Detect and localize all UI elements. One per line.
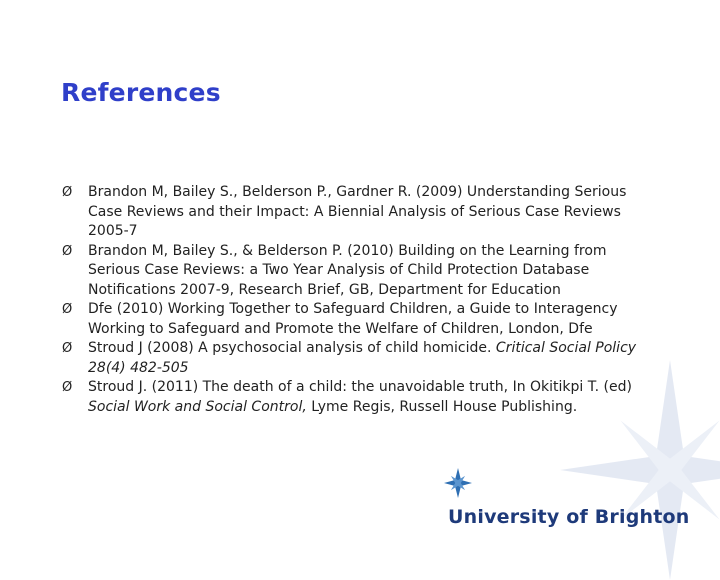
reference-text: Dfe (2010) Working Together to Safeguard Children, a Guide to Interagency Working to Safeguard and Promote the Welfare of Children, London, Dfe: [88, 301, 618, 337]
reference-item: [62, 378, 662, 417]
reference-source-italic: Critical Social Policy 28(4) 482-505: [88, 340, 637, 376]
arrow-bullet-icon: Ø: [62, 243, 73, 259]
reference-text: Brandon M, Bailey S., Belderson P., Gardner R. (2009) Understanding Serious Case Reviews and their Impact: A Biennial Analysis of Serious Case Reviews 2005-7: [88, 184, 627, 239]
arrow-bullet-icon: Ø: [62, 380, 73, 395]
university-logo-text: University of Brighton: [448, 506, 690, 528]
reference-item: [62, 242, 662, 301]
reference-publisher: Lyme Regis, Russell House Publishing.: [306, 398, 578, 415]
reference-source-italic: Social Work and Social Control,: [88, 398, 307, 415]
arrow-bullet-icon: Ø: [62, 185, 73, 200]
reference-text: Stroud J (2008) A psychosocial analysis of child homicide.: [88, 340, 496, 356]
reference-item: [62, 183, 662, 242]
reference-item: [62, 339, 662, 378]
reference-text: Stroud J. (2011) The death of a child: the unavoidable truth, In Okitikpi T. (ed): [88, 379, 632, 395]
references-list: [62, 183, 662, 417]
arrow-bullet-icon: Ø: [62, 302, 73, 317]
university-logo-star-icon: [443, 467, 473, 499]
arrow-bullet-icon: Ø: [62, 341, 73, 356]
slide-title: References: [61, 78, 221, 107]
reference-text: Brandon M, Bailey S., & Belderson P. (2010) Building on the Learning from Serious Case Reviews: a Two Year Analysis of Child Protection Database Notifications 2007-9, Research Brief, GB, Department for Education: [88, 242, 607, 298]
reference-item: [62, 300, 662, 339]
